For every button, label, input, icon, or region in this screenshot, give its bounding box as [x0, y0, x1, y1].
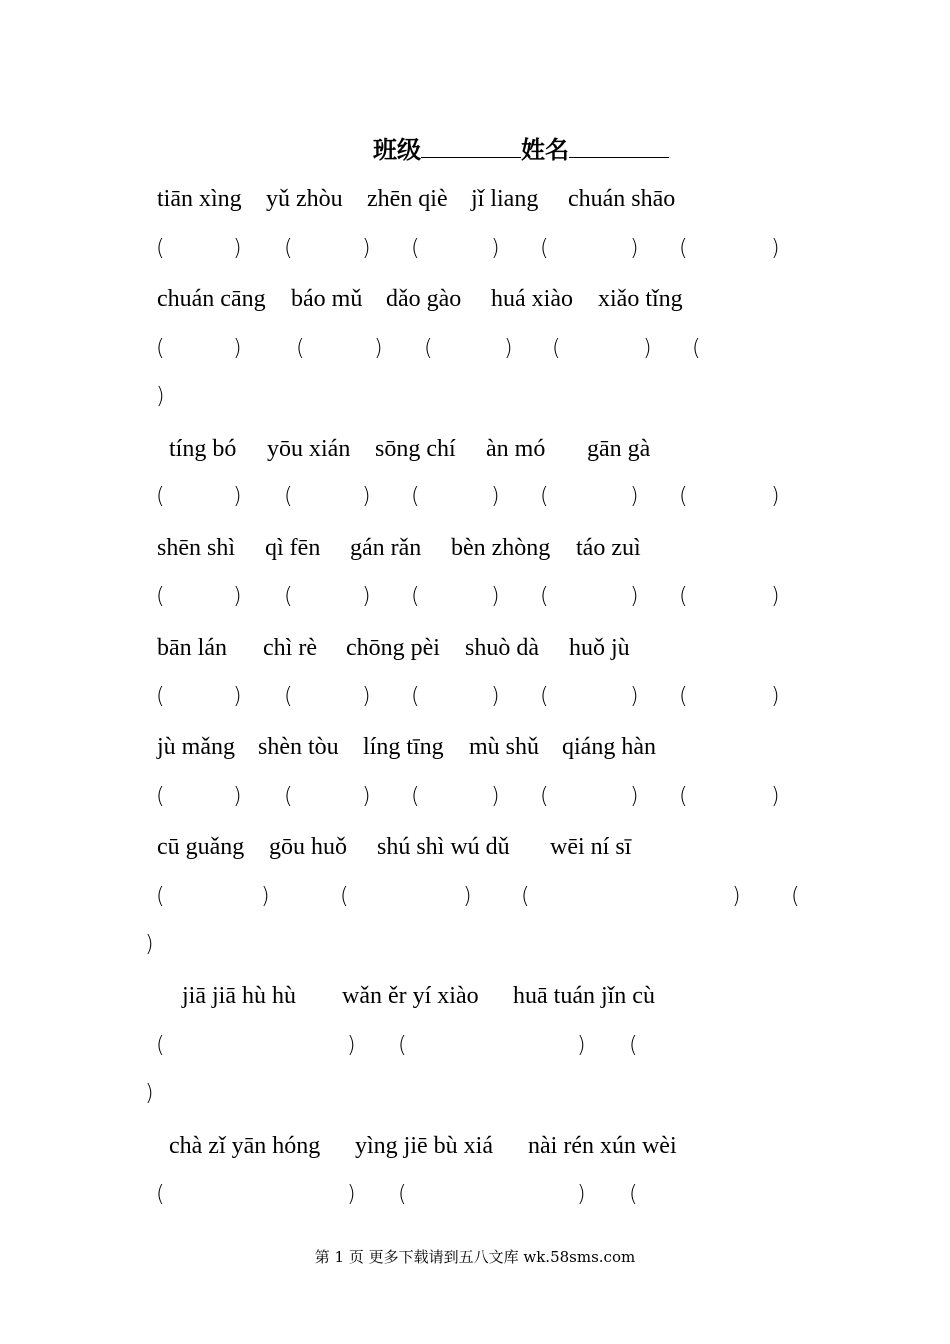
paren-open: ( — [284, 236, 293, 261]
pinyin-word: jiā jiā hù hù — [182, 983, 296, 1009]
paren-open: ( — [156, 336, 165, 361]
paren-open: ( — [411, 584, 420, 609]
paren-close: ) — [233, 484, 242, 509]
pinyin-word: shèn tòu — [258, 734, 339, 760]
paren-open: ( — [284, 484, 293, 509]
paren-close: ) — [362, 584, 371, 609]
paren-close: ) — [347, 1182, 356, 1207]
paren-close: ) — [771, 484, 780, 509]
paren-open: ( — [411, 484, 420, 509]
pinyin-word: qì fēn — [265, 535, 321, 561]
paren-open: ( — [692, 336, 701, 361]
pinyin-word: dǎo gào — [386, 286, 462, 312]
class-label: 班级 — [373, 136, 421, 164]
paren-open: ( — [398, 1033, 407, 1058]
pinyin-word: líng tīng — [363, 734, 444, 760]
pinyin-word: yōu xián — [267, 436, 351, 462]
paren-close: ) — [362, 236, 371, 261]
paren-close: ) — [630, 236, 639, 261]
paren-close: ) — [463, 884, 472, 909]
paren-open: ( — [679, 684, 688, 709]
pinyin-word: xiǎo tǐng — [598, 286, 683, 312]
paren-close: ) — [577, 1182, 586, 1207]
paren-open: ( — [679, 784, 688, 809]
paren-open: ( — [296, 336, 305, 361]
paren-open: ( — [156, 684, 165, 709]
pinyin-word: shēn shì — [157, 535, 235, 561]
pinyin-word: sōng chí — [375, 436, 456, 462]
paren-close: ) — [771, 784, 780, 809]
paren-open: ( — [156, 884, 165, 909]
paren-close: ) — [491, 236, 500, 261]
paren-close: ) — [374, 336, 383, 361]
paren-open: ( — [284, 584, 293, 609]
pinyin-word: chà zǐ yān hóng — [169, 1133, 321, 1159]
paren-open: ( — [552, 336, 561, 361]
pinyin-word: nài rén xún wèi — [528, 1133, 677, 1159]
pinyin-word: huǒ jù — [569, 635, 630, 661]
paren-open: ( — [679, 236, 688, 261]
pinyin-word: shuò dà — [465, 635, 539, 661]
pinyin-word: yìng jiē bù xiá — [355, 1133, 493, 1159]
pinyin-word: shú shì wú dǔ — [377, 834, 510, 860]
pinyin-word: jǐ liang — [471, 186, 539, 212]
paren-open: ( — [340, 884, 349, 909]
paren-open: ( — [156, 1182, 165, 1207]
paren-close: ) — [491, 484, 500, 509]
pinyin-word: tíng bó — [169, 436, 237, 462]
pinyin-word: táo zuì — [576, 535, 641, 561]
paren-open: ( — [629, 1182, 638, 1207]
paren-close: ) — [233, 236, 242, 261]
pinyin-word: zhēn qiè — [367, 186, 448, 212]
paren-open: ( — [156, 1033, 165, 1058]
paren-open: ( — [411, 784, 420, 809]
pinyin-word: chì rè — [263, 635, 317, 661]
paren-close: ) — [233, 584, 242, 609]
paren-close: ) — [491, 784, 500, 809]
pinyin-word: àn mó — [486, 436, 546, 462]
paren-open: ( — [540, 236, 549, 261]
pinyin-word: wēi ní sī — [550, 834, 632, 860]
paren-open: ( — [540, 684, 549, 709]
paren-close: ) — [362, 484, 371, 509]
pinyin-word: bān lán — [157, 635, 227, 661]
pinyin-word: gān gà — [587, 436, 651, 462]
paren-close: ) — [145, 932, 154, 957]
paren-open: ( — [398, 1182, 407, 1207]
pinyin-word: bèn zhòng — [451, 535, 551, 561]
paren-close: ) — [504, 336, 513, 361]
paren-close: ) — [732, 884, 741, 909]
paren-close: ) — [491, 684, 500, 709]
pinyin-word: gán rǎn — [350, 535, 422, 561]
paren-close: ) — [362, 784, 371, 809]
paren-close: ) — [362, 684, 371, 709]
header — [373, 130, 669, 165]
pinyin-word: jù mǎng — [157, 734, 235, 760]
pinyin-word: huā tuán jǐn cù — [513, 983, 655, 1009]
paren-open: ( — [284, 684, 293, 709]
pinyin-word: wǎn ěr yí xiào — [342, 983, 479, 1009]
pinyin-word: gōu huǒ — [269, 834, 347, 860]
name-blank — [569, 135, 669, 158]
name-label: 姓名 — [521, 136, 569, 164]
paren-open: ( — [540, 584, 549, 609]
paren-open: ( — [284, 784, 293, 809]
paren-close: ) — [577, 1033, 586, 1058]
pinyin-word: huá xiào — [491, 286, 573, 312]
paren-close: ) — [630, 684, 639, 709]
paren-close: ) — [771, 684, 780, 709]
paren-close: ) — [630, 784, 639, 809]
paren-close: ) — [491, 584, 500, 609]
paren-open: ( — [679, 584, 688, 609]
paren-open: ( — [156, 784, 165, 809]
paren-open: ( — [411, 684, 420, 709]
paren-close: ) — [630, 584, 639, 609]
paren-open: ( — [156, 584, 165, 609]
class-blank — [421, 135, 521, 158]
pinyin-word: qiáng hàn — [562, 734, 656, 760]
paren-close: ) — [233, 336, 242, 361]
paren-open: ( — [521, 884, 530, 909]
paren-open: ( — [156, 484, 165, 509]
pinyin-word: yǔ zhòu — [266, 186, 343, 212]
paren-close: ) — [347, 1033, 356, 1058]
paren-close: ) — [261, 884, 270, 909]
paren-open: ( — [629, 1033, 638, 1058]
pinyin-word: chōng pèi — [346, 635, 440, 661]
paren-close: ) — [145, 1081, 154, 1106]
page-footer: 第 1 页 更多下载请到五八文库 wk.58sms.com — [314, 1248, 636, 1266]
paren-close: ) — [156, 384, 165, 409]
paren-open: ( — [791, 884, 800, 909]
paren-open: ( — [424, 336, 433, 361]
paren-open: ( — [679, 484, 688, 509]
pinyin-word: tiān xìng — [157, 186, 242, 212]
paren-close: ) — [643, 336, 652, 361]
pinyin-word: chuán shāo — [568, 186, 676, 212]
pinyin-word: báo mǔ — [291, 286, 363, 312]
paren-open: ( — [540, 484, 549, 509]
pinyin-word: chuán cāng — [157, 286, 266, 312]
pinyin-word: mù shǔ — [469, 734, 540, 760]
paren-close: ) — [233, 784, 242, 809]
paren-open: ( — [156, 236, 165, 261]
pinyin-word: cū guǎng — [157, 834, 245, 860]
paren-close: ) — [771, 236, 780, 261]
paren-open: ( — [540, 784, 549, 809]
paren-open: ( — [411, 236, 420, 261]
paren-close: ) — [771, 584, 780, 609]
paren-close: ) — [630, 484, 639, 509]
paren-close: ) — [233, 684, 242, 709]
